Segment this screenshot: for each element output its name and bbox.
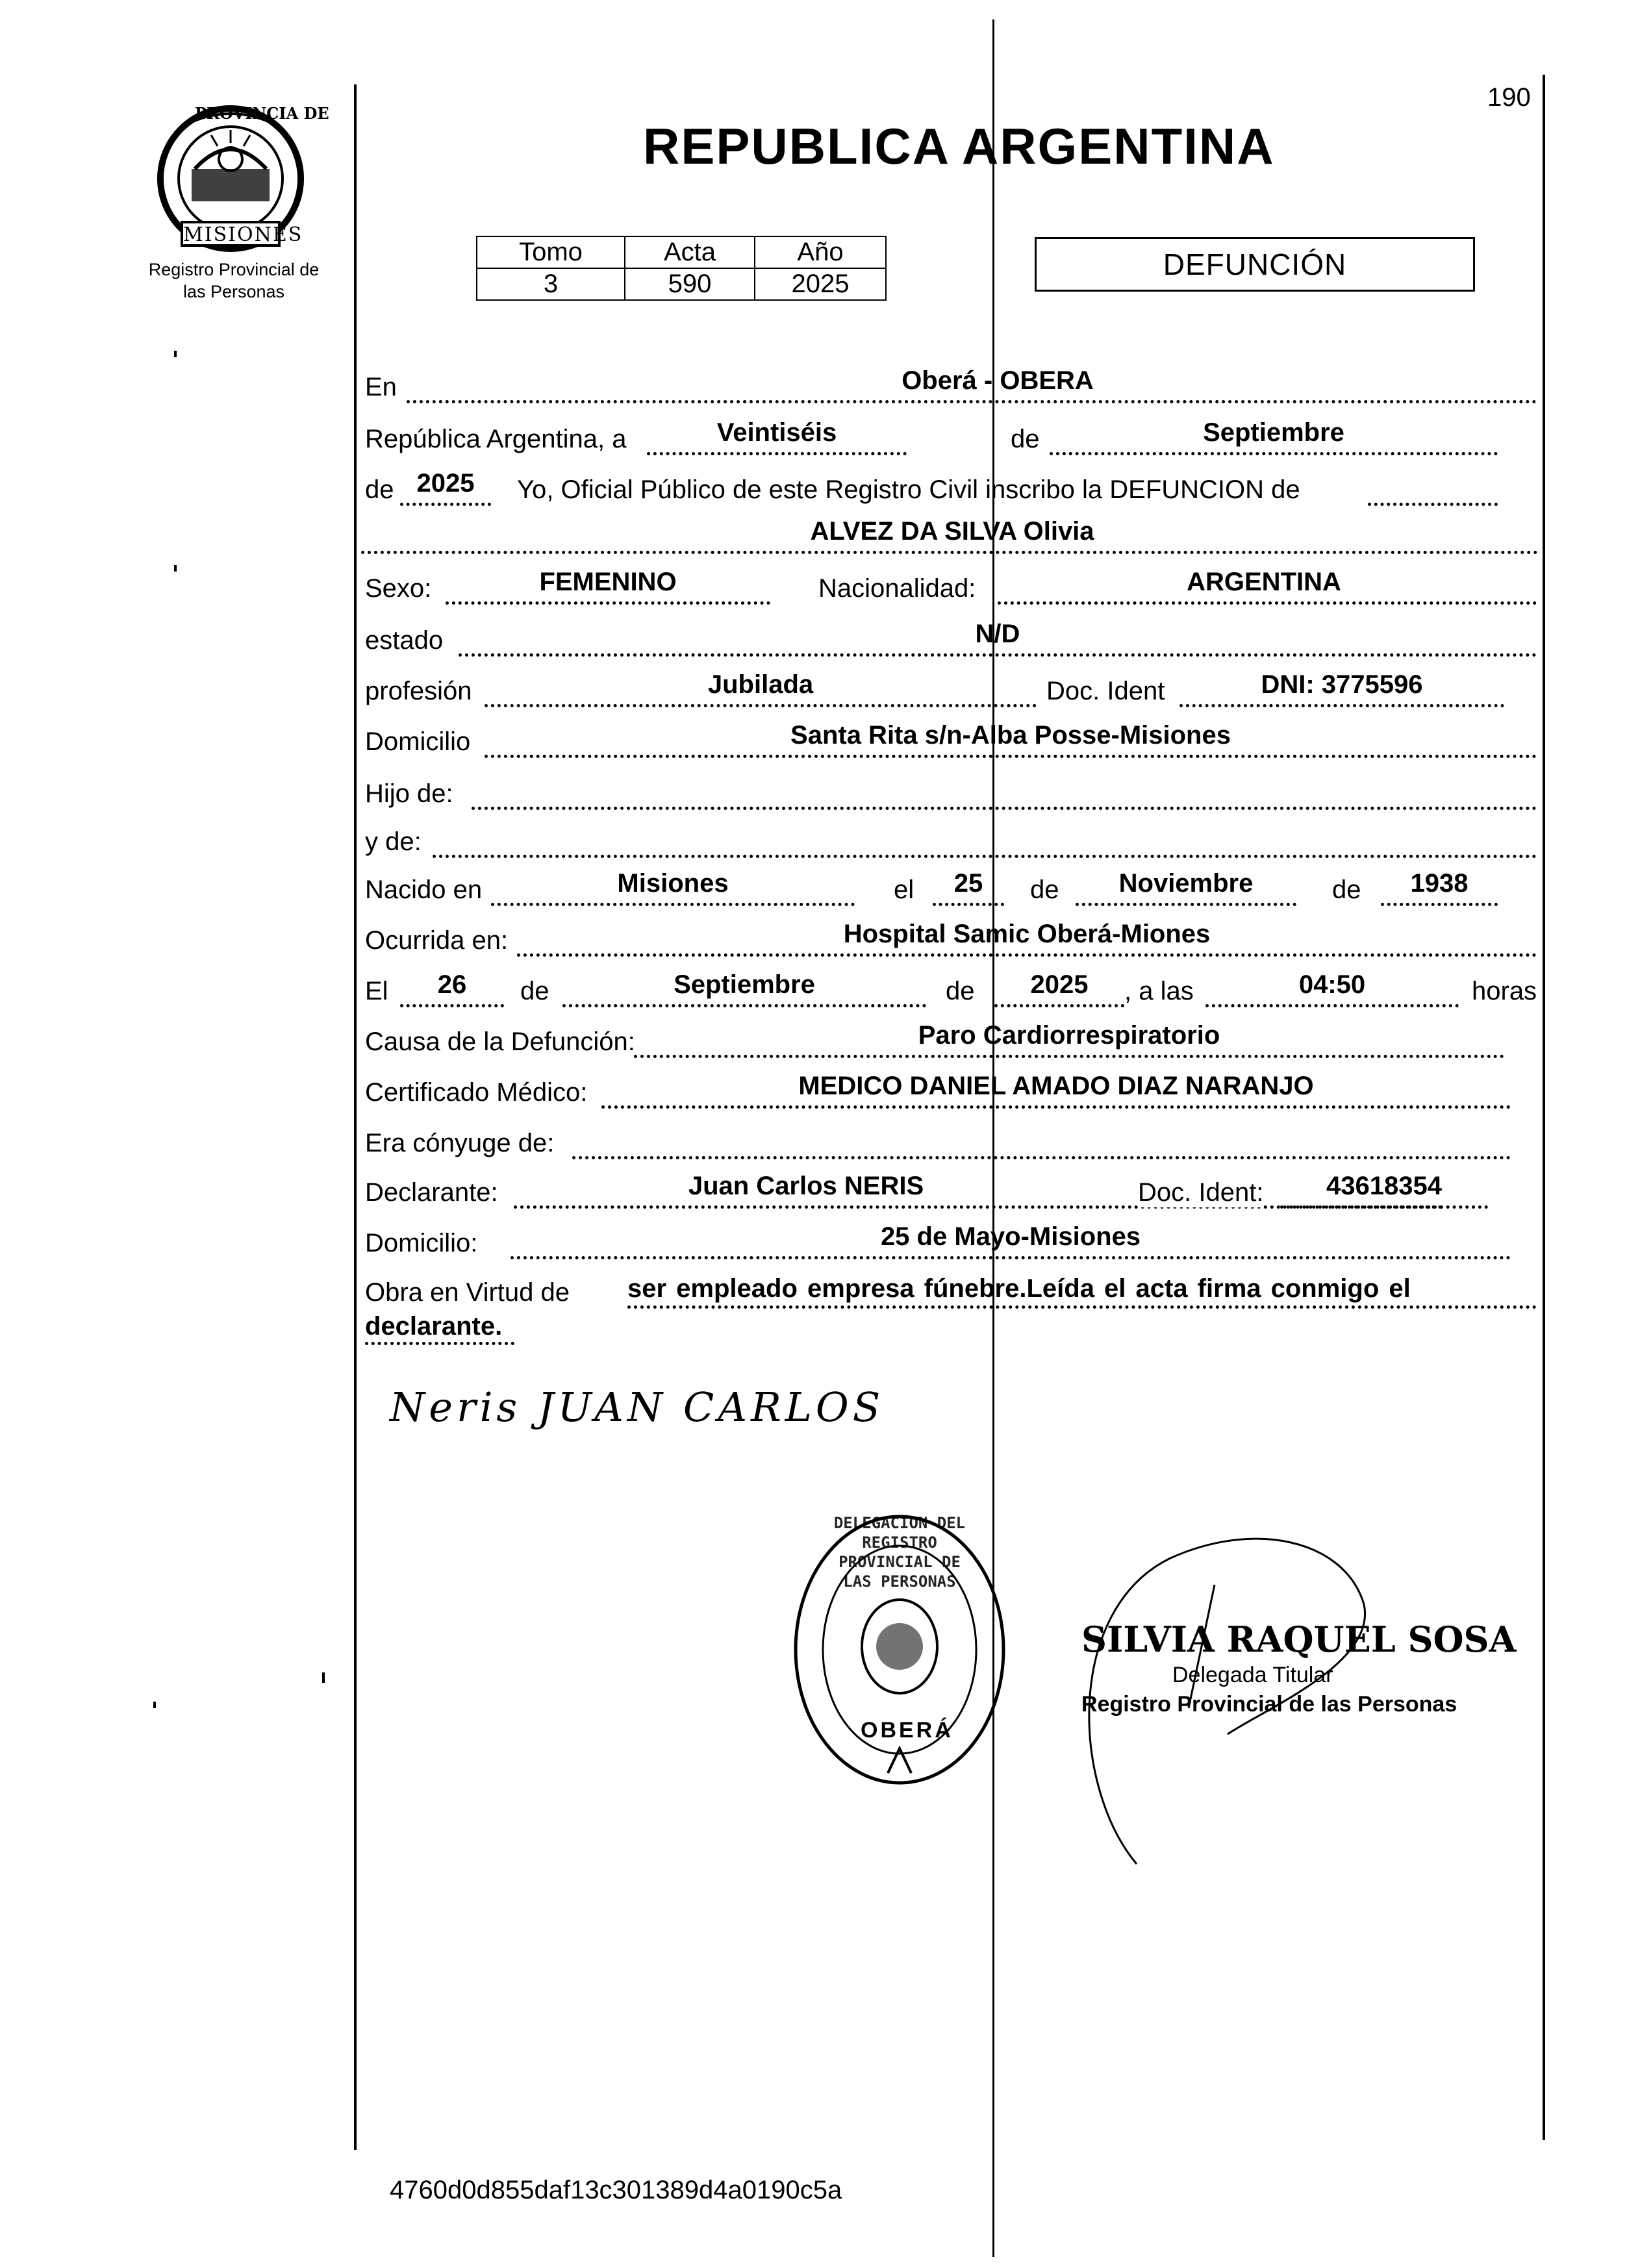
value-nac-anio: 1938	[1410, 869, 1469, 898]
value-profesion: Jubilada	[707, 670, 814, 699]
page-title: REPUBLICA ARGENTINA	[643, 118, 1275, 175]
row-inscripcion	[361, 466, 1543, 517]
value-mes-texto: Septiembre	[1203, 418, 1344, 447]
value-dia-texto: Veintiséis	[716, 418, 837, 447]
table-value-anio: 2025	[755, 268, 886, 300]
label-inscribo: Yo, Oficial Público de este Registro Civil inscribo la DEFUNCION de	[517, 475, 1300, 504]
label-nac-de2: de	[1332, 876, 1361, 904]
row-nombre	[361, 514, 1543, 565]
official-office: Registro Provincial de las Personas	[1081, 1692, 1457, 1717]
label-horas: horas	[1472, 977, 1537, 1005]
label-certificado: Certificado Médico:	[365, 1078, 588, 1107]
stamp-bottom-text: OBERÁ	[861, 1718, 953, 1743]
value-nacionalidad: ARGENTINA	[1187, 568, 1341, 596]
value-sexo: FEMENINO	[539, 568, 677, 596]
left-margin-line	[354, 84, 357, 2150]
label-doc-ident: Doc. Ident	[1046, 677, 1165, 705]
value-hora: 04:50	[1298, 970, 1366, 999]
label-nacido-en: Nacido en	[365, 876, 483, 904]
value-domicilio: Santa Rita s/n-Alba Posse-Misiones	[790, 721, 1231, 750]
value-ocurrida: Hospital Samic Oberá-Miones	[843, 920, 1211, 948]
row-causa	[361, 1018, 1543, 1069]
row-ocurrida	[361, 917, 1543, 968]
value-def-dia: 26	[437, 970, 467, 999]
table-value-tomo: 3	[477, 268, 625, 300]
label-de: de	[1011, 425, 1040, 453]
logo-seal-text-top: PROVINCIA DE	[195, 104, 329, 123]
logo-caption	[123, 258, 344, 303]
margin-mark	[174, 565, 177, 572]
row-certificado	[361, 1069, 1543, 1120]
label-decl-domicilio: Domicilio:	[365, 1229, 478, 1257]
row-decl-domicilio	[361, 1220, 1543, 1270]
label-y-de: y de:	[365, 827, 422, 856]
logo-caption-line2: las Personas	[183, 282, 285, 301]
logo-seal-text-bottom: MISIONES	[183, 223, 303, 246]
margin-mark	[322, 1672, 325, 1683]
row-lugar	[361, 364, 1543, 414]
table-header-tomo: Tomo	[477, 236, 625, 268]
label-en: En	[365, 373, 397, 401]
stamp-ring-text: DELEGACION DEL REGISTRO PROVINCIAL DE LAS PERSONAS	[833, 1514, 966, 1591]
label-republica: República Argentina, a	[365, 425, 627, 453]
row-fecha-texto	[361, 416, 1543, 466]
label-decl-doc: Doc. Ident:	[1138, 1178, 1264, 1207]
row-profesion	[361, 668, 1543, 718]
label-anio-prefix: de	[365, 475, 394, 504]
value-nac-dia: 25	[953, 869, 983, 898]
official-role: Delegada Titular	[1172, 1663, 1333, 1687]
logo-caption-line1: Registro Provincial de	[148, 260, 320, 279]
label-declarante: Declarante:	[365, 1178, 498, 1207]
label-profesion: profesión	[365, 677, 472, 705]
table-header-acta: Acta	[625, 236, 755, 268]
label-ocurrida: Ocurrida en:	[365, 926, 509, 955]
row-fecha-defuncion	[361, 968, 1543, 1018]
label-nacionalidad: Nacionalidad:	[818, 574, 976, 603]
label-estado: estado	[365, 626, 444, 655]
table-header-anio: Año	[755, 236, 886, 268]
record-table	[476, 236, 887, 301]
value-doc-ident: DNI: 3775596	[1261, 670, 1423, 699]
value-anio: 2025	[416, 469, 475, 498]
label-el2: El	[365, 977, 388, 1005]
table-value-acta: 590	[625, 268, 755, 300]
value-nacido-en: Misiones	[617, 869, 729, 898]
declarant-handwritten-signature: Neris JUAN CARLOS	[390, 1383, 885, 1431]
row-y-de	[361, 818, 1543, 869]
value-nombre: ALVEZ DA SILVA Olivia	[810, 517, 1094, 546]
row-sexo	[361, 565, 1543, 616]
label-sexo: Sexo:	[365, 574, 432, 603]
record-type-box: DEFUNCIÓN	[1035, 237, 1475, 292]
label-nac-de: de	[1030, 876, 1059, 904]
value-def-mes: Septiembre	[674, 970, 815, 999]
row-nacimiento	[361, 866, 1543, 917]
label-def-de2: de	[946, 977, 975, 1005]
label-def-de: de	[520, 977, 549, 1005]
value-lugar: Oberá - OBERA	[902, 366, 1094, 395]
label-hijo-de: Hijo de:	[365, 779, 453, 808]
label-el: el	[894, 876, 914, 904]
margin-mark	[153, 1702, 156, 1708]
row-estado	[361, 617, 1543, 668]
value-causa: Paro Cardiorrespiratorio	[918, 1021, 1220, 1050]
row-obra	[361, 1269, 1543, 1360]
label-obra: Obra en Virtud de	[365, 1278, 570, 1307]
label-domicilio: Domicilio	[365, 727, 471, 756]
value-declarante: Juan Carlos NERIS	[688, 1172, 924, 1200]
row-domicilio	[361, 718, 1543, 769]
row-declarante	[361, 1169, 1543, 1220]
document-hash: 4760d0d855daf13c301389d4a0190c5a	[390, 2176, 842, 2204]
margin-mark	[174, 351, 177, 357]
value-estado: N/D	[975, 620, 1020, 648]
value-nac-mes: Noviembre	[1118, 869, 1254, 898]
label-conyuge: Era cónyuge de:	[365, 1129, 555, 1157]
row-conyuge	[361, 1120, 1543, 1170]
label-a-las: , a las	[1124, 977, 1194, 1005]
value-decl-doc: 43618354	[1326, 1172, 1442, 1200]
label-causa: Causa de la Defunción:	[365, 1027, 635, 1056]
value-def-anio: 2025	[1030, 970, 1089, 999]
value-certificado: MEDICO DANIEL AMADO DIAZ NARANJO	[798, 1072, 1314, 1100]
row-hijo-de	[361, 770, 1543, 821]
page-number: 190	[1487, 83, 1531, 112]
value-decl-domicilio: 25 de Mayo-Misiones	[880, 1222, 1141, 1251]
official-name: SILVIA RAQUEL SOSA	[1081, 1619, 1517, 1660]
value-obra-1: ser empleado empresa fúnebre.Leída el acta firma conmigo el	[627, 1274, 1411, 1303]
value-obra-2: declarante.	[365, 1312, 503, 1341]
